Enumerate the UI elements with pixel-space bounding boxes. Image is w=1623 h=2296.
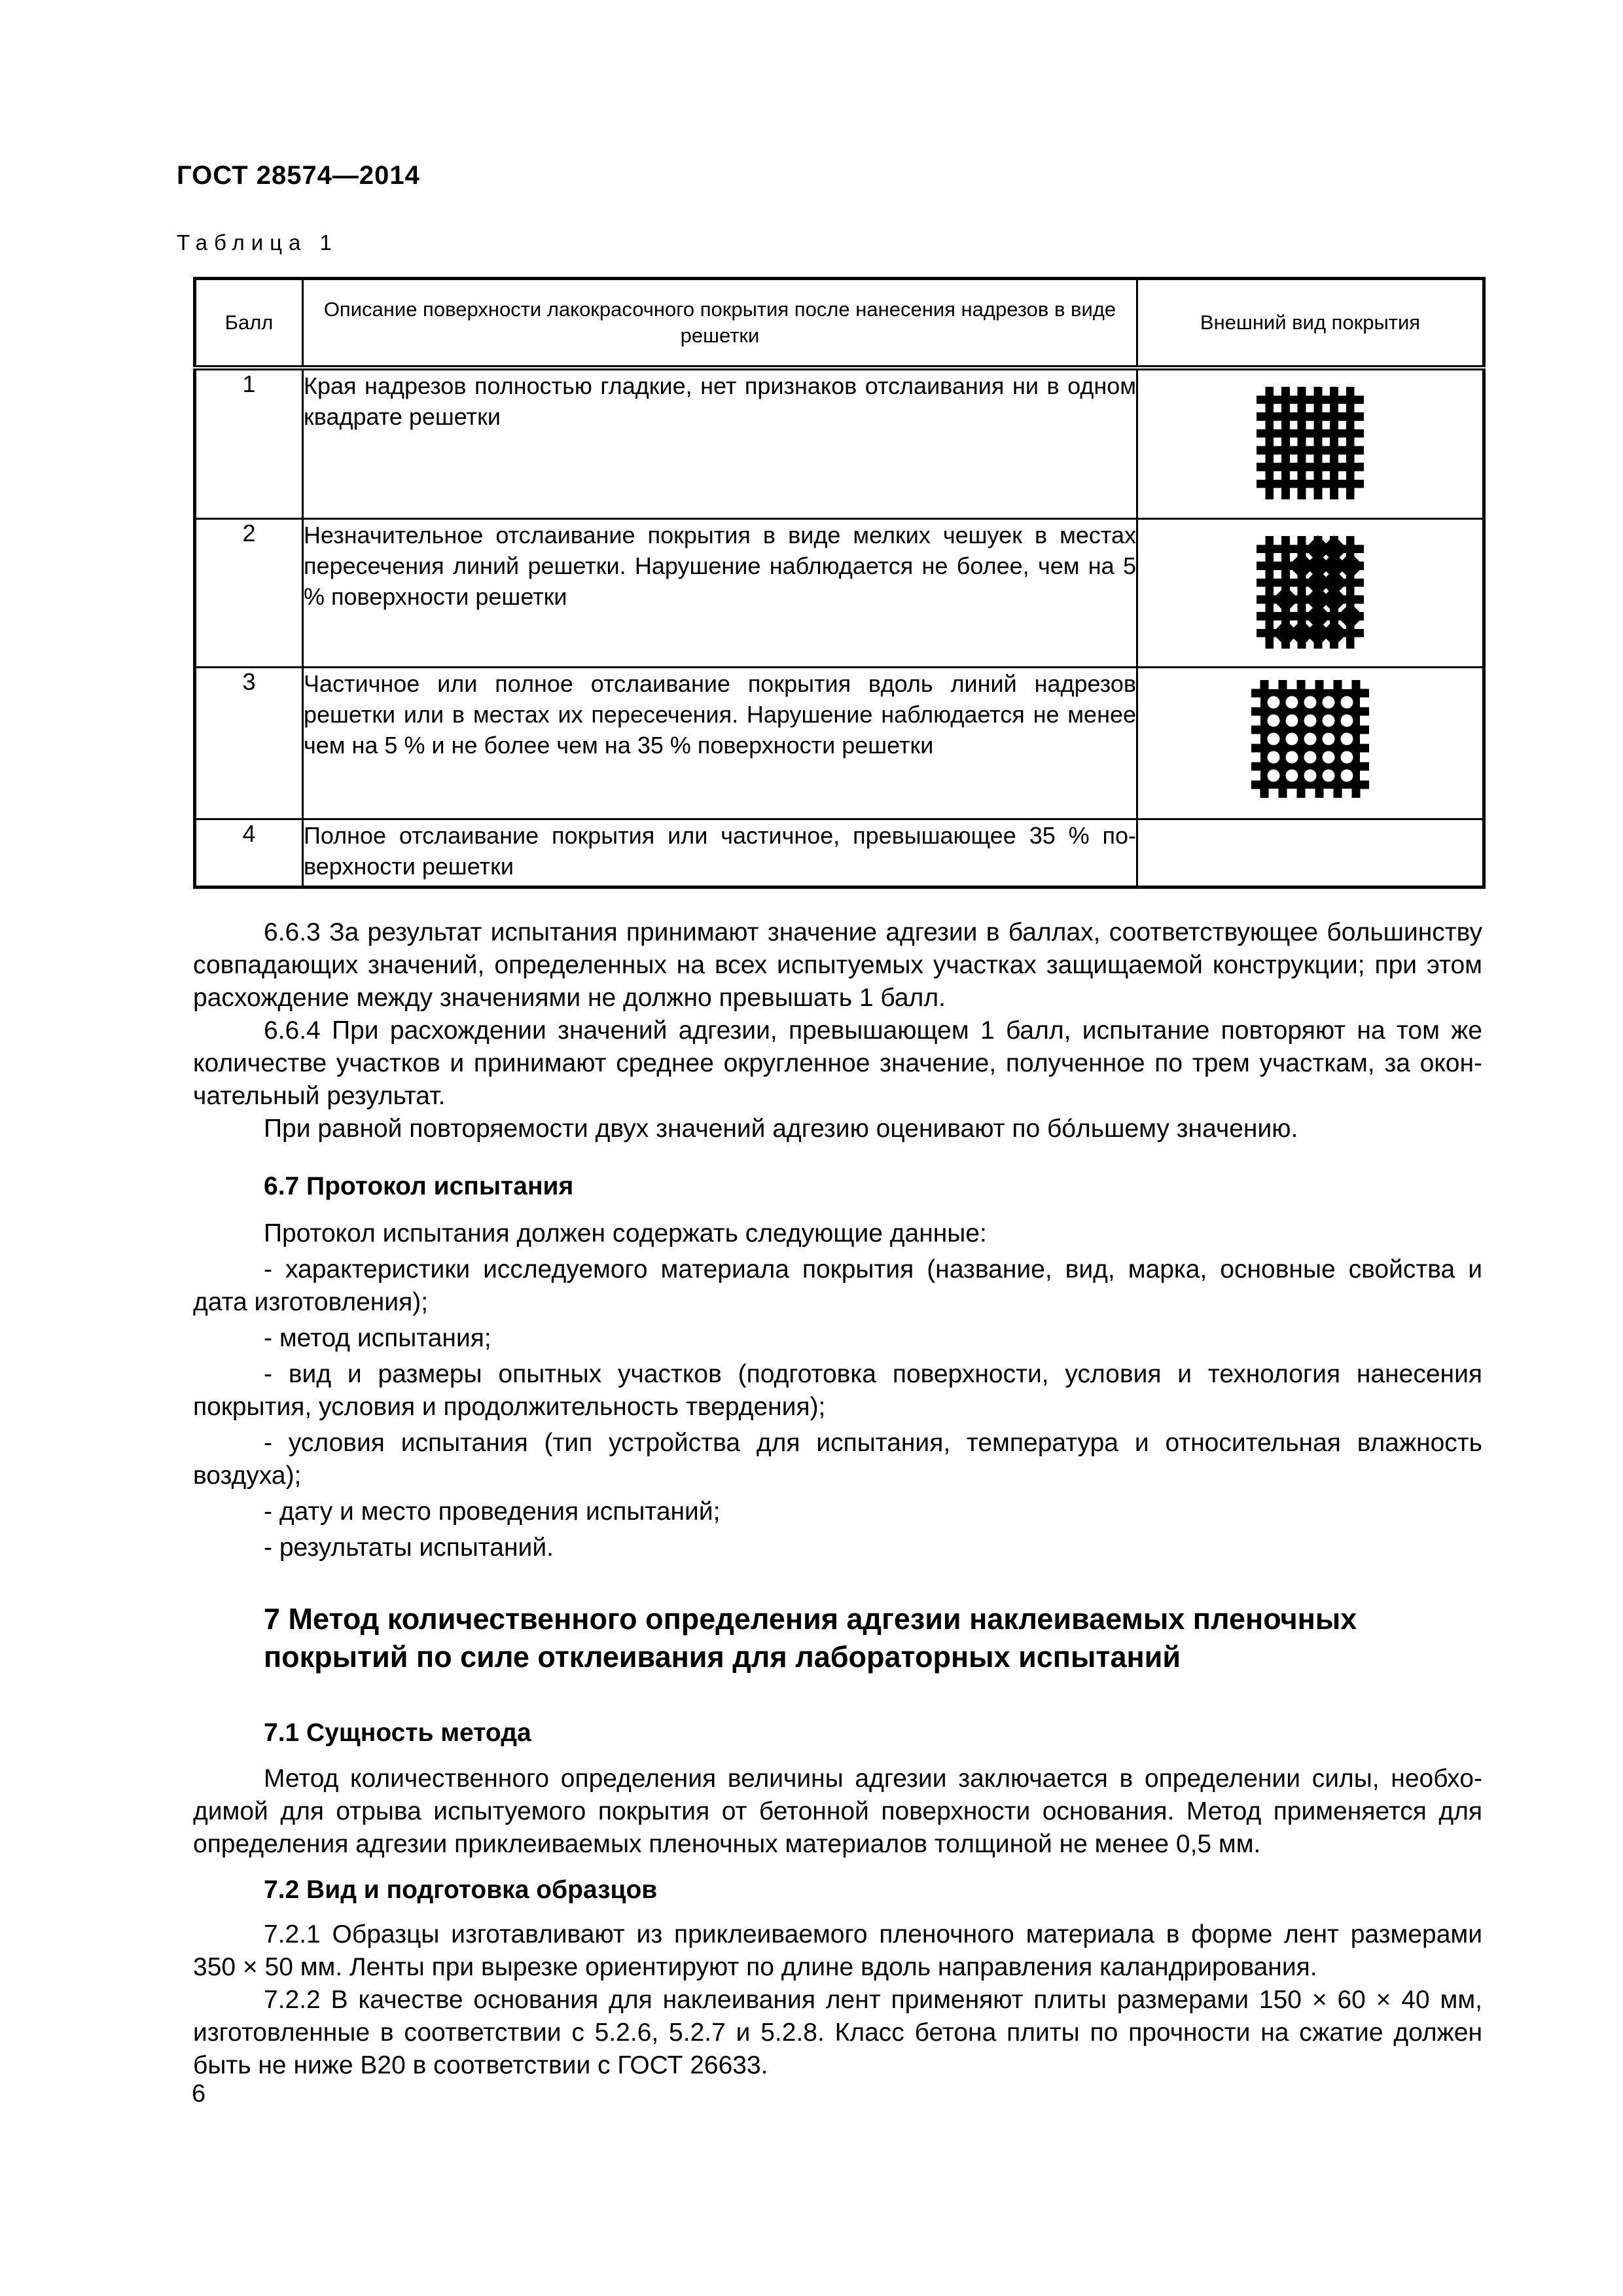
protocol-item: - характеристики исследуемого материала покрытия (название, вид, марка, основные свойства и дата изготовления); (193, 1255, 1482, 1316)
grid-flaking-intersections-icon (1255, 531, 1365, 653)
protocol-item: - дату и место проведения испытаний; (264, 1498, 721, 1526)
paragraph-protocol-intro: Протокол испытания должен содержать следующие данные: (264, 1219, 987, 1247)
column-header-score: Балл (195, 279, 303, 368)
protocol-item: - метод испытания; (264, 1324, 491, 1352)
protocol-item: - результаты испытаний. (264, 1534, 554, 1562)
score-cell: 4 (195, 819, 303, 887)
paragraph-7-2-2: 7.2.2 В качестве основания для наклеивания лент применяют плиты размерами 150 × 60 × 40 мм, изготовленные в соответствии с 5.2.6, 5.2.7 и 5.2.8. Класс бетона плиты по прочности на сжатие должен быть не ниже В20 в соответствии с ГОСТ 26633. (193, 1986, 1482, 2079)
table-row (195, 667, 1484, 819)
table-caption: Таблица 1 (177, 230, 338, 255)
adhesion-rating-table (193, 277, 1486, 889)
description-cell: Незначительное отслаивание покрытия в виде мелких чешуек в местах пересечения линий решетки. Нарушение наблюдается не более, чем на 5 % поверхности решетки (303, 518, 1137, 667)
column-header-appearance: Внешний вид покрытия (1137, 279, 1484, 368)
page-number: 6 (192, 2080, 206, 2108)
score-cell: 1 (195, 368, 303, 518)
paragraph-6-6-4: 6.6.4 При расхождении значений адгезии, превышающем 1 балл, испытание повторяют на том же количестве участков и принимают среднее округленное значение, полученное по трем участкам, за окончательный результат. (193, 1016, 1482, 1110)
paragraph-7-2-1: 7.2.1 Образцы изготавливают из приклеиваемого пленочного материала в форме лент размерами 350 × 50 мм. Ленты при вырезке ориентируют по длине вдоль направления каландрирования. (193, 1920, 1482, 1981)
table-row (195, 518, 1484, 667)
grid-clean-icon (1255, 382, 1365, 504)
description-cell: Полное отслаивание покрытия или частичное, превышающее 35 % поверхности решетки (303, 819, 1137, 887)
table-header-row (195, 279, 1484, 368)
document-code-header: ГОСТ 28574—2014 (177, 161, 420, 190)
heading-6-7: 6.7 Протокол испытания (264, 1172, 574, 1200)
appearance-cell (1137, 368, 1484, 518)
paragraph-7-1: Метод количественного определения величины адгезии заключается в определении силы, необходимой для отрыва испытуемого покрытия от бетонной поверхности основания. Метод применяется для определения адгезии приклеиваемых пленочных материалов толщиной не менее 0,5 мм. (193, 1765, 1482, 1858)
paragraph-equal-repeatability: При равной повторяемости двух значений адгезию оценивают по бо́льшему значению. (264, 1115, 1298, 1143)
column-header-description: Описание поверхности лакокрасочного покрытия после нанесения надрезов в виде решетки (303, 279, 1137, 368)
description-cell: Частичное или полное отслаивание покрытия вдоль линий надрезов решетки или в местах их пересечения. Нарушение наблюдается не менее чем на 5 % и не более чем на 35 % поверхности решетки (303, 667, 1137, 819)
heading-7-1: 7.1 Сущность метода (264, 1719, 531, 1747)
table-row (195, 819, 1484, 887)
score-cell: 2 (195, 518, 303, 667)
grid-heavy-flaking-icon (1251, 680, 1369, 798)
table-row (195, 368, 1484, 518)
protocol-item: - вид и размеры опытных участков (подготовка поверхности, условия и технология нанесения покрытия, условия и продолжительность твердения); (193, 1360, 1482, 1421)
document-body (193, 916, 1482, 2082)
paragraph-6-6-3: 6.6.3 За результат испытания принимают значение адгезии в баллах, соответствующее большинству совпадающих значений, определенных на всех испытуемых участках защищаемой конструкции; при этом расхождение между значениями не должно превышать 1 балл. (193, 918, 1482, 1012)
heading-7: 7 Метод количественного определения адгезии наклеиваемых пленочных покрытий по силе отклеивания для лабораторных испытаний (264, 1602, 1357, 1674)
description-cell: Края надрезов полностью гладкие, нет признаков отслаивания ни в одном квадрате решетки (303, 368, 1137, 518)
protocol-item: - условия испытания (тип устройства для испытания, температура и относительная влажность воздуха); (193, 1429, 1482, 1490)
heading-7-2: 7.2 Вид и подготовка образцов (264, 1876, 658, 1904)
appearance-cell (1137, 518, 1484, 667)
appearance-cell-empty (1137, 819, 1484, 887)
appearance-cell (1137, 667, 1484, 819)
score-cell: 3 (195, 667, 303, 819)
